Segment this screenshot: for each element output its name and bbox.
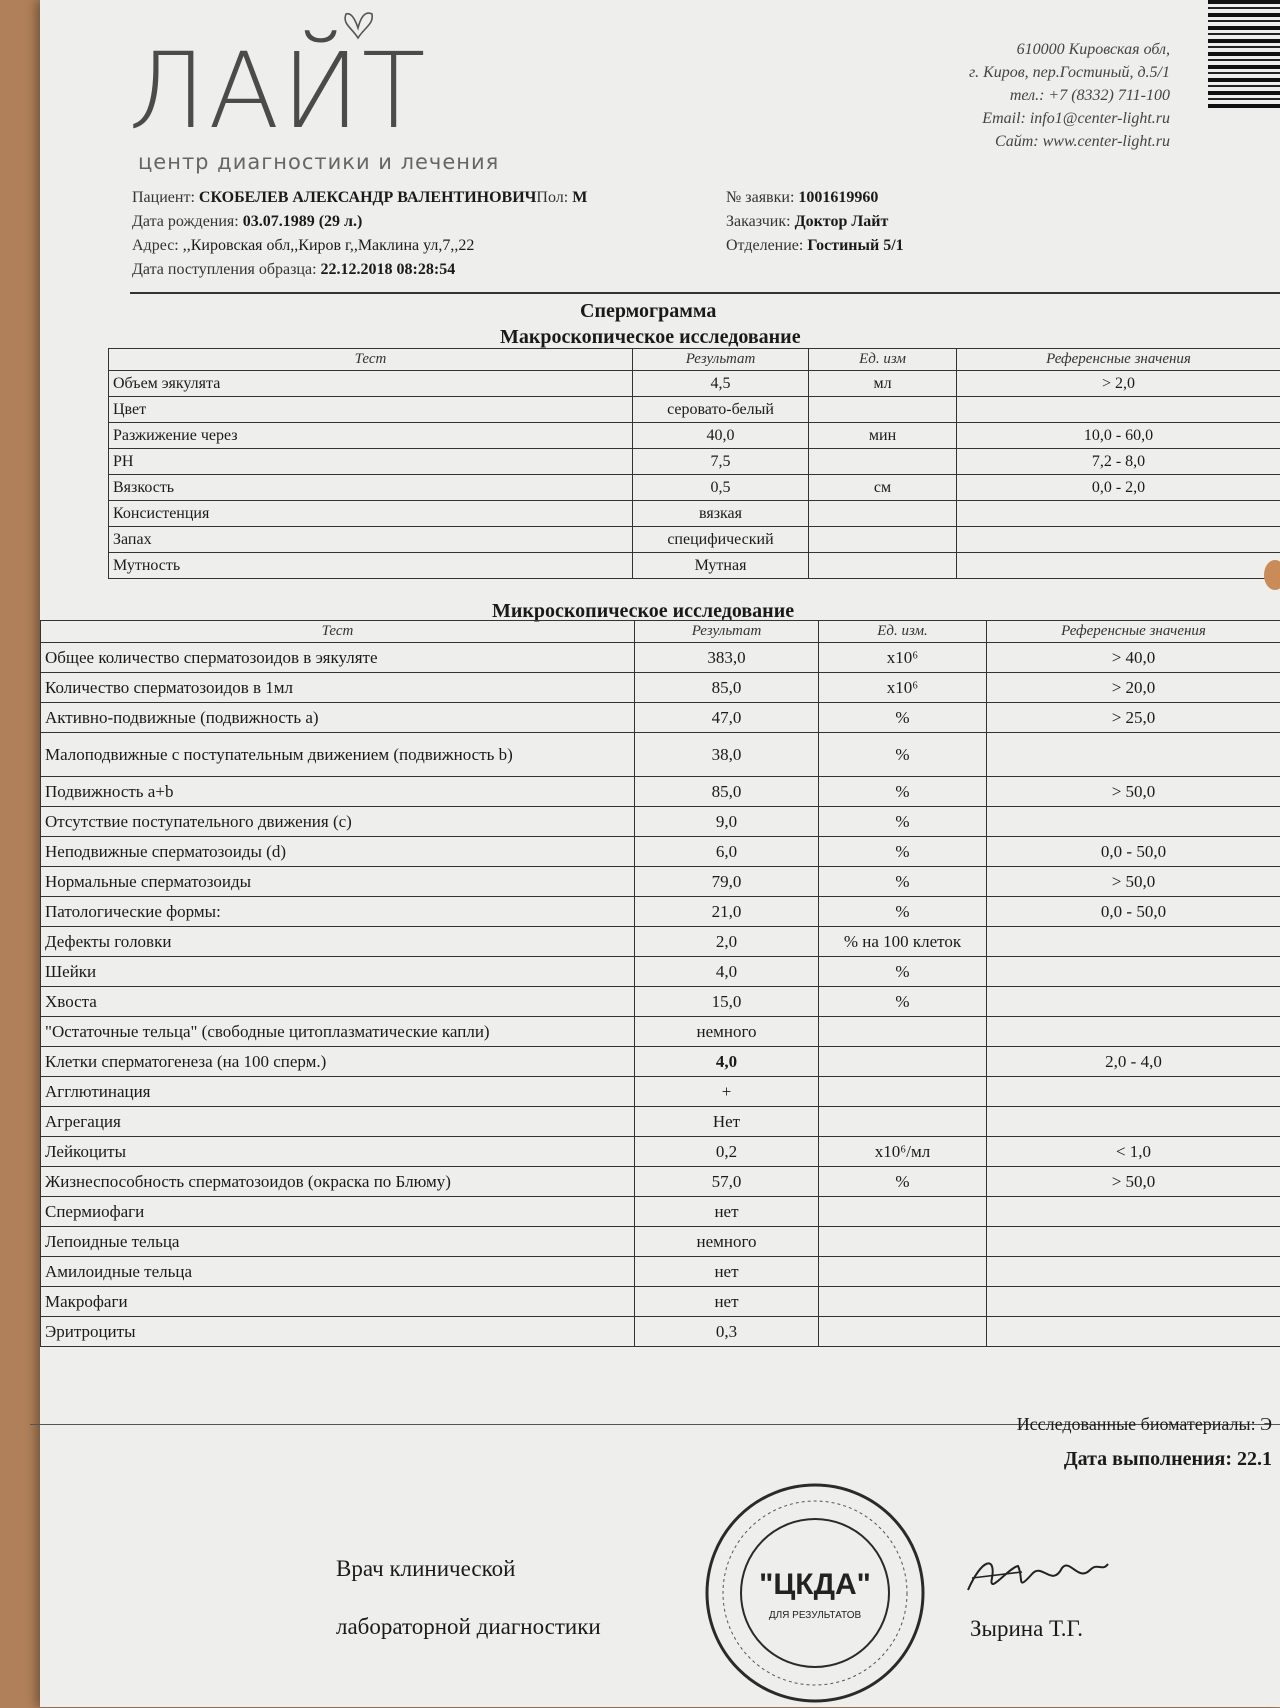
result-cell: 47,0 bbox=[635, 703, 819, 733]
customer-label: Заказчик: bbox=[726, 213, 791, 230]
table-row bbox=[41, 1017, 1280, 1047]
table-row bbox=[41, 1137, 1280, 1167]
document-title: Спермограмма bbox=[580, 300, 716, 323]
unit-cell bbox=[819, 1197, 987, 1227]
test-name-cell: Консистенция bbox=[109, 501, 633, 527]
table-row bbox=[41, 927, 1280, 957]
unit-cell bbox=[819, 1107, 987, 1137]
reference-cell: > 2,0 bbox=[957, 371, 1280, 397]
unit-cell: x10⁶ bbox=[819, 673, 987, 703]
result-cell: Нет bbox=[635, 1107, 819, 1137]
table-row bbox=[41, 777, 1280, 807]
biomaterials-note: Исследованные биоматериалы: Э bbox=[1017, 1414, 1272, 1435]
dob-value: 03.07.1989 (29 л.) bbox=[243, 213, 363, 230]
test-name-cell: Подвижность а+b bbox=[41, 777, 635, 807]
paper-tab bbox=[1264, 560, 1280, 590]
unit-cell bbox=[809, 449, 957, 475]
result-cell: 85,0 bbox=[635, 777, 819, 807]
reference-cell: 10,0 - 60,0 bbox=[957, 423, 1280, 449]
unit-cell: % bbox=[819, 867, 987, 897]
unit-cell: % bbox=[819, 897, 987, 927]
unit-cell: % bbox=[819, 733, 987, 777]
unit-cell: % bbox=[819, 987, 987, 1017]
unit-cell: мл bbox=[809, 371, 957, 397]
reference-cell bbox=[957, 527, 1280, 553]
result-cell: 40,0 bbox=[633, 423, 809, 449]
col-header-unit: Ед. изм. bbox=[819, 621, 987, 643]
dob-label: Дата рождения: bbox=[132, 213, 239, 230]
reference-cell: > 25,0 bbox=[987, 703, 1280, 733]
test-name-cell: Шейки bbox=[41, 957, 635, 987]
reference-cell bbox=[987, 1107, 1280, 1137]
reference-cell bbox=[987, 807, 1280, 837]
table-row bbox=[41, 1227, 1280, 1257]
unit-cell: % bbox=[819, 807, 987, 837]
reference-cell bbox=[987, 957, 1280, 987]
test-name-cell: Цвет bbox=[109, 397, 633, 423]
micro-section-title: Микроскопическое исследование bbox=[492, 600, 794, 623]
result-cell: 21,0 bbox=[635, 897, 819, 927]
round-stamp-icon bbox=[690, 1478, 940, 1708]
test-name-cell: Макрофаги bbox=[41, 1287, 635, 1317]
table-row bbox=[109, 501, 1280, 527]
result-cell: 0,5 bbox=[633, 475, 809, 501]
test-name-cell: Дефекты головки bbox=[41, 927, 635, 957]
result-cell: специфический bbox=[633, 527, 809, 553]
reference-cell: > 40,0 bbox=[987, 643, 1280, 673]
table-row bbox=[41, 1287, 1280, 1317]
unit-cell bbox=[819, 1287, 987, 1317]
unit-cell bbox=[819, 1257, 987, 1287]
table-row bbox=[109, 423, 1280, 449]
test-name-cell: Хвоста bbox=[41, 987, 635, 1017]
reference-cell: 7,2 - 8,0 bbox=[957, 449, 1280, 475]
result-cell: нет bbox=[635, 1287, 819, 1317]
table-row bbox=[41, 987, 1280, 1017]
unit-cell bbox=[809, 397, 957, 423]
stamp-sub-text: ДЛЯ РЕЗУЛЬТАТОВ bbox=[769, 1610, 862, 1621]
test-name-cell: Мутность bbox=[109, 553, 633, 579]
col-header-result: Результат bbox=[635, 621, 819, 643]
col-header-result: Результат bbox=[633, 349, 809, 371]
test-name-cell: PH bbox=[109, 449, 633, 475]
result-cell: 6,0 bbox=[635, 837, 819, 867]
table-row bbox=[41, 643, 1280, 673]
reference-cell: > 50,0 bbox=[987, 867, 1280, 897]
reference-cell: < 1,0 bbox=[987, 1137, 1280, 1167]
table-row bbox=[41, 897, 1280, 927]
macro-table bbox=[108, 348, 1280, 579]
test-name-cell: Амилоидные тельца bbox=[41, 1257, 635, 1287]
reference-cell: 2,0 - 4,0 bbox=[987, 1047, 1280, 1077]
unit-cell bbox=[819, 1047, 987, 1077]
table-row bbox=[41, 837, 1280, 867]
table-row bbox=[41, 1257, 1280, 1287]
header-divider bbox=[130, 292, 1280, 294]
clinic-contacts bbox=[969, 38, 1170, 153]
table-row bbox=[41, 1107, 1280, 1137]
reference-cell bbox=[987, 987, 1280, 1017]
table-row bbox=[109, 475, 1280, 501]
table-row bbox=[41, 673, 1280, 703]
result-cell: 7,5 bbox=[633, 449, 809, 475]
col-header-unit: Ед. изм bbox=[809, 349, 957, 371]
patient-info bbox=[132, 186, 587, 282]
test-name-cell: Активно-подвижные (подвижность а) bbox=[41, 703, 635, 733]
test-name-cell: Клетки сперматогенеза (на 100 сперм.) bbox=[41, 1047, 635, 1077]
order-info bbox=[726, 186, 904, 258]
contact-website: Сайт: www.center-light.ru bbox=[969, 130, 1170, 153]
logo-subtitle: центр диагностики и лечения bbox=[138, 150, 499, 174]
test-name-cell: Эритроциты bbox=[41, 1317, 635, 1347]
test-name-cell: Количество сперматозоидов в 1мл bbox=[41, 673, 635, 703]
table-row bbox=[109, 371, 1280, 397]
col-header-test: Тест bbox=[109, 349, 633, 371]
table-row bbox=[41, 957, 1280, 987]
col-header-reference: Референсные значения bbox=[987, 621, 1280, 643]
table-row bbox=[41, 733, 1280, 777]
test-name-cell: Объем эякулята bbox=[109, 371, 633, 397]
signature-icon bbox=[962, 1548, 1112, 1608]
doctor-title-line: лабораторной диагностики bbox=[336, 1598, 601, 1656]
sample-date-value: 22.12.2018 08:28:54 bbox=[321, 261, 456, 278]
col-header-test: Тест bbox=[41, 621, 635, 643]
result-cell: 38,0 bbox=[635, 733, 819, 777]
customer-value: Доктор Лайт bbox=[795, 213, 889, 230]
reference-cell: 0,0 - 50,0 bbox=[987, 837, 1280, 867]
result-cell: 85,0 bbox=[635, 673, 819, 703]
result-cell: 9,0 bbox=[635, 807, 819, 837]
unit-cell: % на 100 клеток bbox=[819, 927, 987, 957]
table-row bbox=[41, 703, 1280, 733]
test-name-cell: Агрегация bbox=[41, 1107, 635, 1137]
result-cell: Мутная bbox=[633, 553, 809, 579]
reference-cell bbox=[957, 501, 1280, 527]
test-name-cell: Вязкость bbox=[109, 475, 633, 501]
unit-cell bbox=[819, 1227, 987, 1257]
contact-line: тел.: +7 (8332) 711-100 bbox=[969, 84, 1170, 107]
result-cell: 383,0 bbox=[635, 643, 819, 673]
result-cell: серовато-белый bbox=[633, 397, 809, 423]
result-cell: 15,0 bbox=[635, 987, 819, 1017]
test-name-cell: Жизнеспособность сперматозоидов (окраска по Блюму) bbox=[41, 1167, 635, 1197]
table-row bbox=[41, 867, 1280, 897]
reference-cell bbox=[987, 927, 1280, 957]
test-name-cell: Неподвижные сперматозоиды (d) bbox=[41, 837, 635, 867]
table-row bbox=[41, 1317, 1280, 1347]
reference-cell bbox=[987, 733, 1280, 777]
test-name-cell: Лепоидные тельца bbox=[41, 1227, 635, 1257]
table-row bbox=[41, 1077, 1280, 1107]
department-value: Гостиный 5/1 bbox=[807, 237, 903, 254]
result-cell: 0,2 bbox=[635, 1137, 819, 1167]
table-row bbox=[109, 527, 1280, 553]
table-row bbox=[41, 1197, 1280, 1227]
result-cell: + bbox=[635, 1077, 819, 1107]
table-row bbox=[109, 449, 1280, 475]
result-cell: 4,0 bbox=[635, 957, 819, 987]
sample-date-label: Дата поступления образца: bbox=[132, 261, 317, 278]
patient-sex-label: Пол: bbox=[536, 189, 568, 206]
table-row bbox=[109, 397, 1280, 423]
unit-cell bbox=[809, 527, 957, 553]
reference-cell bbox=[987, 1197, 1280, 1227]
result-cell: 79,0 bbox=[635, 867, 819, 897]
stamp-center-text: "ЦКДА" bbox=[759, 1568, 871, 1601]
test-name-cell: Разжижение через bbox=[109, 423, 633, 449]
test-name-cell: Спермиофаги bbox=[41, 1197, 635, 1227]
order-number: 1001619960 bbox=[798, 189, 878, 206]
result-cell: 4,5 bbox=[633, 371, 809, 397]
unit-cell: x10⁶ bbox=[819, 643, 987, 673]
test-name-cell: Отсутствие поступательного движения (с) bbox=[41, 807, 635, 837]
unit-cell bbox=[819, 1317, 987, 1347]
test-name-cell: Малоподвижные с поступательным движением (подвижность b) bbox=[41, 733, 635, 777]
barcode bbox=[1208, 0, 1280, 110]
table-row bbox=[41, 1167, 1280, 1197]
contact-line: г. Киров, пер.Гостиный, д.5/1 bbox=[969, 61, 1170, 84]
reference-cell: 0,0 - 2,0 bbox=[957, 475, 1280, 501]
test-name-cell: Лейкоциты bbox=[41, 1137, 635, 1167]
doctor-title bbox=[336, 1540, 601, 1656]
unit-cell bbox=[819, 1077, 987, 1107]
result-cell: 4,0 bbox=[635, 1047, 819, 1077]
completion-date: Дата выполнения: 22.1 bbox=[1064, 1448, 1272, 1471]
test-name-cell: "Остаточные тельца" (свободные цитоплазматические капли) bbox=[41, 1017, 635, 1047]
contact-line: 610000 Кировская обл, bbox=[969, 38, 1170, 61]
reference-cell bbox=[987, 1017, 1280, 1047]
unit-cell bbox=[809, 501, 957, 527]
reference-cell: 0,0 - 50,0 bbox=[987, 897, 1280, 927]
test-name-cell: Нормальные сперматозоиды bbox=[41, 867, 635, 897]
table-row bbox=[41, 807, 1280, 837]
address-value: ,,Кировская обл,,Киров г,,Маклина ул,7,,22 bbox=[183, 237, 475, 254]
unit-cell bbox=[809, 553, 957, 579]
reference-cell bbox=[987, 1287, 1280, 1317]
logo-text: ЛАЙТ bbox=[128, 30, 427, 152]
result-cell: немного bbox=[635, 1227, 819, 1257]
col-header-reference: Референсные значения bbox=[957, 349, 1280, 371]
reference-cell bbox=[987, 1257, 1280, 1287]
test-name-cell: Патологические формы: bbox=[41, 897, 635, 927]
result-cell: 57,0 bbox=[635, 1167, 819, 1197]
result-cell: 0,3 bbox=[635, 1317, 819, 1347]
patient-name-label: Пациент: bbox=[132, 189, 195, 206]
unit-cell: x10⁶/мл bbox=[819, 1137, 987, 1167]
unit-cell bbox=[819, 1017, 987, 1047]
reference-cell bbox=[957, 553, 1280, 579]
patient-sex: М bbox=[572, 189, 587, 206]
micro-table bbox=[40, 620, 1280, 1347]
unit-cell: % bbox=[819, 777, 987, 807]
document-page bbox=[40, 0, 1280, 1707]
reference-cell: > 50,0 bbox=[987, 1167, 1280, 1197]
table-row bbox=[109, 553, 1280, 579]
patient-name: СКОБЕЛЕВ АЛЕКСАНДР ВАЛЕНТИНОВИЧ bbox=[199, 189, 537, 206]
unit-cell: % bbox=[819, 1167, 987, 1197]
reference-cell bbox=[987, 1317, 1280, 1347]
result-cell: нет bbox=[635, 1197, 819, 1227]
unit-cell: % bbox=[819, 837, 987, 867]
reference-cell bbox=[957, 397, 1280, 423]
unit-cell: см bbox=[809, 475, 957, 501]
reference-cell: > 20,0 bbox=[987, 673, 1280, 703]
reference-cell bbox=[987, 1077, 1280, 1107]
result-cell: нет bbox=[635, 1257, 819, 1287]
table-row bbox=[41, 1047, 1280, 1077]
doctor-title-line: Врач клинической bbox=[336, 1540, 601, 1598]
reference-cell: > 50,0 bbox=[987, 777, 1280, 807]
unit-cell: % bbox=[819, 957, 987, 987]
macro-section-title: Макроскопическое исследование bbox=[500, 326, 801, 349]
test-name-cell: Агглютинация bbox=[41, 1077, 635, 1107]
department-label: Отделение: bbox=[726, 237, 803, 254]
unit-cell: мин bbox=[809, 423, 957, 449]
result-cell: вязкая bbox=[633, 501, 809, 527]
reference-cell bbox=[987, 1227, 1280, 1257]
order-number-label: № заявки: bbox=[726, 189, 794, 206]
test-name-cell: Общее количество сперматозоидов в эякуляте bbox=[41, 643, 635, 673]
contact-email: Email: info1@center-light.ru bbox=[969, 107, 1170, 130]
signer-name: Зырина Т.Г. bbox=[970, 1616, 1083, 1642]
result-cell: немного bbox=[635, 1017, 819, 1047]
test-name-cell: Запах bbox=[109, 527, 633, 553]
unit-cell: % bbox=[819, 703, 987, 733]
result-cell: 2,0 bbox=[635, 927, 819, 957]
address-label: Адрес: bbox=[132, 237, 179, 254]
